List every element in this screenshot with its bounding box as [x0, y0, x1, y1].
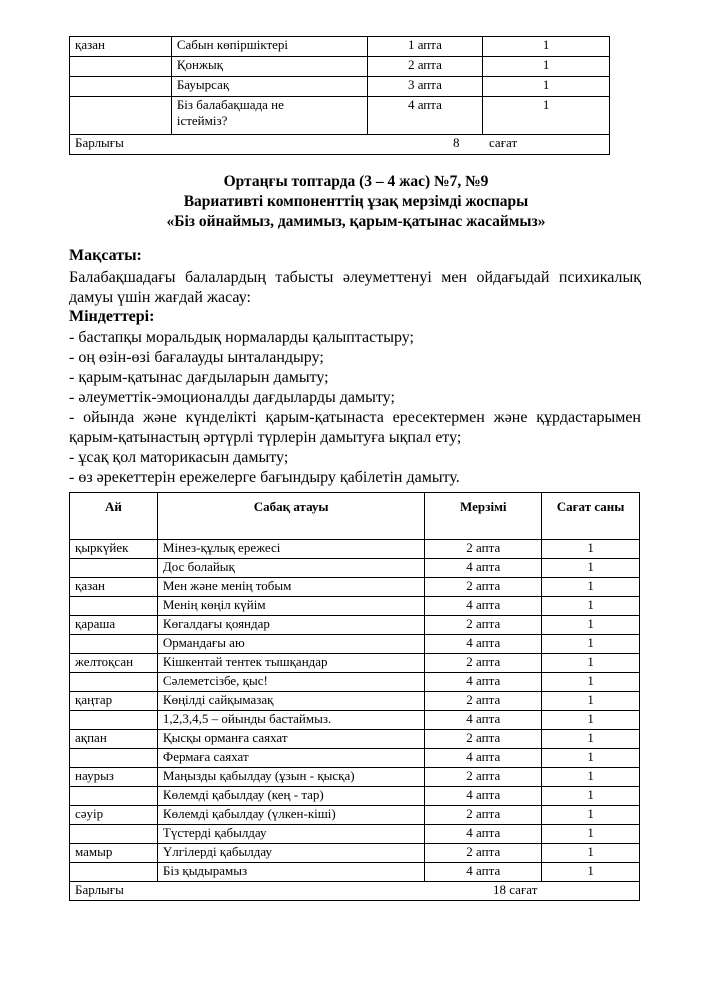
topic-cell: Үлгілерді қабылдау — [157, 844, 424, 863]
task-item: қарым-қатынастың әртүрлі түрлерін дамытуға ықпал ету; — [69, 429, 462, 446]
hours-cell: 1 — [483, 77, 610, 97]
header-duration: Мерзімі — [425, 493, 542, 540]
month-cell: сәуір — [70, 806, 158, 825]
month-cell — [70, 77, 172, 97]
hours-cell: 1 — [483, 57, 610, 77]
month-cell: мамыр — [70, 844, 158, 863]
table-row — [70, 616, 640, 635]
total-label: Барлығы — [75, 135, 124, 150]
table-row — [70, 77, 610, 97]
month-cell — [70, 711, 158, 730]
table-row — [70, 673, 640, 692]
duration-cell: 4 апта — [425, 787, 542, 806]
topic-cell: 1,2,3,4,5 – ойынды бастаймыз. — [157, 711, 424, 730]
goal-text-line-2: дамуы үшін жағдай жасау: — [69, 289, 251, 306]
task-item: - ойында және күнделікті қарым-қатынаста ересектермен және құрдастарымен — [69, 409, 641, 426]
table-row — [70, 597, 640, 616]
duration-cell: 2 апта — [425, 578, 542, 597]
total-row — [70, 135, 610, 155]
duration-cell: 4 апта — [425, 673, 542, 692]
table-header-row — [70, 493, 640, 540]
duration-cell: 4 апта — [425, 749, 542, 768]
month-cell — [70, 825, 158, 844]
topic-cell: Ормандағы аю — [157, 635, 424, 654]
duration-cell: 2 апта — [425, 692, 542, 711]
total-cell — [70, 882, 640, 901]
duration-cell: 2 апта — [425, 540, 542, 559]
duration-cell: 4 апта — [425, 825, 542, 844]
hours-cell: 1 — [542, 540, 640, 559]
task-item: - әлеуметтік-эмоционалды дағдыларды дамыту; — [69, 389, 395, 406]
month-cell: қараша — [70, 616, 158, 635]
duration-cell: 3 апта — [367, 77, 483, 97]
page-title-line-2: Вариативті компоненттің ұзақ мерзімді жоспары — [183, 193, 529, 210]
topic-cell: Кішкентай тентек тышқандар — [157, 654, 424, 673]
topic-cell: Түстерді қабылдау — [157, 825, 424, 844]
table-row — [70, 559, 640, 578]
duration-cell: 2 апта — [425, 654, 542, 673]
hours-cell: 1 — [483, 37, 610, 57]
task-item: - өз әрекеттерін ережелерге бағындыру қабілетін дамыту. — [69, 469, 460, 486]
topic-cell: Сабын көпіршіктері — [171, 37, 367, 57]
header-month: Ай — [70, 493, 158, 540]
hours-cell: 1 — [542, 559, 640, 578]
page-title-line-3: «Біз ойнаймыз, дамимыз, қарым-қатынас жасаймыз» — [166, 213, 546, 230]
month-cell — [70, 749, 158, 768]
topic-line: істейміз? — [176, 113, 228, 128]
duration-cell: 2 апта — [425, 768, 542, 787]
month-cell: қазан — [70, 578, 158, 597]
topic-cell — [171, 97, 367, 135]
table-row — [70, 57, 610, 77]
hours-cell: 1 — [542, 768, 640, 787]
table-row — [70, 692, 640, 711]
total-label: Барлығы — [75, 882, 124, 897]
hours-cell: 1 — [483, 97, 610, 135]
topic-cell: Сәлеметсізбе, қыс! — [157, 673, 424, 692]
table-row — [70, 37, 610, 57]
header-topic: Сабақ атауы — [157, 493, 424, 540]
month-cell — [70, 635, 158, 654]
duration-cell: 1 апта — [367, 37, 483, 57]
task-item: - ұсақ қол маторикасын дамыту; — [69, 449, 289, 466]
topic-cell: Қысқы орманға саяхат — [157, 730, 424, 749]
total-row — [70, 882, 640, 901]
topic-cell: Менің көңіл күйім — [157, 597, 424, 616]
duration-cell: 2 апта — [425, 844, 542, 863]
duration-cell: 4 апта — [425, 863, 542, 882]
month-cell — [70, 597, 158, 616]
table-row — [70, 540, 640, 559]
table-row — [70, 711, 640, 730]
topic-cell: Көңілді сайқымазақ — [157, 692, 424, 711]
table-row — [70, 768, 640, 787]
duration-cell: 4 апта — [425, 635, 542, 654]
duration-cell: 4 апта — [425, 711, 542, 730]
month-cell: қыркүйек — [70, 540, 158, 559]
page-title-line-1: Ортаңғы топтарда (3 – 4 жас) №7, №9 — [223, 173, 489, 190]
topic-cell: Маңызды қабылдау (ұзын - қысқа) — [157, 768, 424, 787]
duration-cell: 4 апта — [367, 97, 483, 135]
goal-text-line-1: Балабақшадағы балалардың табысты әлеуметтенуі мен ойдағыдай психикалық — [69, 269, 641, 286]
month-cell — [70, 97, 172, 135]
month-cell — [70, 787, 158, 806]
duration-cell: 4 апта — [425, 597, 542, 616]
hours-cell: 1 — [542, 635, 640, 654]
month-cell: желтоқсан — [70, 654, 158, 673]
top-plan-table — [69, 36, 610, 155]
total-cell — [70, 135, 610, 155]
topic-cell: Көгалдағы қояндар — [157, 616, 424, 635]
month-cell — [70, 863, 158, 882]
topic-cell: Дос болайық — [157, 559, 424, 578]
month-cell — [70, 57, 172, 77]
table-row — [70, 825, 640, 844]
topic-cell: Фермаға саяхат — [157, 749, 424, 768]
hours-cell: 1 — [542, 692, 640, 711]
hours-cell: 1 — [542, 825, 640, 844]
hours-cell: 1 — [542, 844, 640, 863]
table-row — [70, 844, 640, 863]
hours-cell: 1 — [542, 863, 640, 882]
topic-cell: Мінез-құлық ережесі — [157, 540, 424, 559]
topic-cell: Қонжық — [171, 57, 367, 77]
hours-cell: 1 — [542, 806, 640, 825]
goal-heading: Мақсаты: — [69, 247, 142, 264]
duration-cell: 2 апта — [367, 57, 483, 77]
hours-cell: 1 — [542, 749, 640, 768]
topic-cell: Көлемді қабылдау (үлкен-кіші) — [157, 806, 424, 825]
hours-cell: 1 — [542, 730, 640, 749]
month-cell: наурыз — [70, 768, 158, 787]
month-cell: қазан — [70, 37, 172, 57]
duration-cell: 4 апта — [425, 559, 542, 578]
table-row — [70, 863, 640, 882]
table-row — [70, 749, 640, 768]
table-row — [70, 730, 640, 749]
topic-cell: Біз қыдырамыз — [157, 863, 424, 882]
table-row — [70, 654, 640, 673]
table-row — [70, 635, 640, 654]
hours-cell: 1 — [542, 787, 640, 806]
duration-cell: 2 апта — [425, 806, 542, 825]
month-cell: ақпан — [70, 730, 158, 749]
hours-cell: 1 — [542, 654, 640, 673]
total-unit: сағат — [489, 135, 518, 150]
total-value: 8 — [453, 135, 460, 150]
total-value: 18 сағат — [493, 882, 538, 897]
task-item: - бастапқы моральдық нормаларды қалыптастыру; — [69, 329, 414, 346]
month-cell — [70, 673, 158, 692]
table-row — [70, 97, 610, 135]
topic-cell: Көлемді қабылдау (кең - тар) — [157, 787, 424, 806]
duration-cell: 2 апта — [425, 730, 542, 749]
plan-table — [69, 492, 640, 901]
topic-cell: Мен және менің тобым — [157, 578, 424, 597]
topic-line: Біз балабақшада не — [176, 97, 284, 112]
month-cell — [70, 559, 158, 578]
topic-cell: Бауырсақ — [171, 77, 367, 97]
table-row — [70, 578, 640, 597]
hours-cell: 1 — [542, 578, 640, 597]
table-row — [70, 787, 640, 806]
tasks-heading: Міндеттері: — [69, 308, 155, 325]
month-cell: қаңтар — [70, 692, 158, 711]
hours-cell: 1 — [542, 711, 640, 730]
hours-cell: 1 — [542, 597, 640, 616]
task-item: - оң өзін-өзі бағалауды ынталандыру; — [69, 349, 324, 366]
hours-cell: 1 — [542, 616, 640, 635]
header-hours: Сағат саны — [542, 493, 640, 540]
task-item: - қарым-қатынас дағдыларын дамыту; — [69, 369, 329, 386]
table-row — [70, 806, 640, 825]
hours-cell: 1 — [542, 673, 640, 692]
duration-cell: 2 апта — [425, 616, 542, 635]
